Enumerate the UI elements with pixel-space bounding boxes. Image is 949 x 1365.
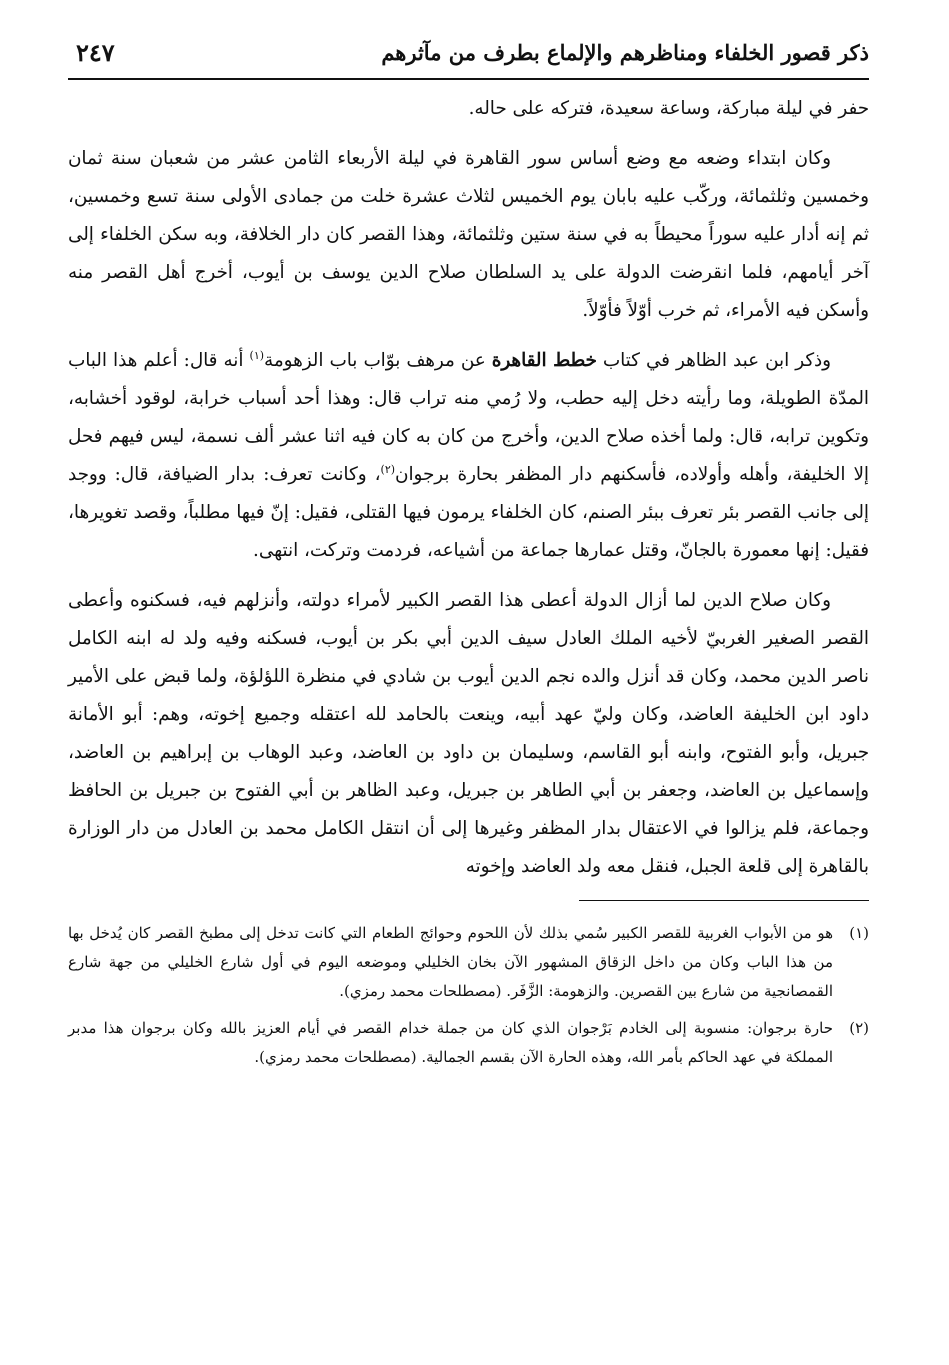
footnote-text: هو من الأبواب الغربية للقصر الكبير سُمي بذلك لأن اللحوم وحوائج الطعام التي كانت تدخل إلى مطبخ القصر كان يُدخل بها من هذا الباب وكان من داخل الزقاق المشهور الآن بخان الخليلي وموضعه اليوم في أول شارع الخليلي من جهة شارع القمصانجية من شارع بين القصرين. والزهومة: الزَّفَر. (مصطلحات محمد رمزي). (68, 924, 833, 1000)
footnote-number: (٢) (849, 1019, 869, 1037)
footnotes-section (68, 919, 869, 1072)
footnote-1 (68, 919, 869, 1006)
main-text (68, 90, 869, 886)
running-header (68, 28, 869, 80)
footnote-ref-1: (١) (249, 348, 265, 362)
paragraph-1: حفر في ليلة مباركة، وساعة سعيدة، فتركه على حاله. (468, 98, 869, 119)
footnote-text: حارة برجوان: منسوبة إلى الخادم بَرْجوان الذي كان من جملة خدام القصر في أيام العزيز بالله وكان برجوان هذا مدبر المملكة في عهد الحاكم بأمر الله، وهذه الحارة الآن بقسم الجمالية. (مصطلحات محمد رمزي). (68, 1019, 833, 1066)
book-page (68, 28, 869, 1345)
paragraph-4: وكان صلاح الدين لما أزال الدولة أعطى هذا القصر الكبير لأمراء دولته، وأنزلهم فيه، فسكنوه وأعطى القصر الصغير الغربيّ لأخيه الملك العادل سيف الدين أبي بكر بن أيوب، فسكنه وفيه ولد له ابنه الكامل ناصر الدين محمد، وكان قد أنزل والده نجم الدين أيوب بن شادي في منظرة اللؤلؤة، ولما قبض على الأمير داود ابن الخليفة العاضد، وكان وليّ عهد أبيه، وينعت بالحامد لله اعتقله وجميع إخوته، وهم: أبو الأمانة جبريل، وأبو الفتوح، وابنه أبو القاسم، وسليمان بن داود بن العاضد، وعبد الوهاب بن إبراهيم بن العاضد، وإسماعيل بن العاضد، وجعفر بن أبي الطاهر بن جبريل، وعبد الظاهر بن أبي الفتوح بن جبريل بن الحافظ وجماعة، فلم يزالوا في الاعتقال بدار المظفر وغيرها إلى أن انتقل الكامل محمد بن العادل من دار الوزارة بالقاهرة إلى قلعة الجبل، فنقل معه ولد العاضد وإخوته (68, 590, 869, 877)
paragraph-3-quote: أنه قال: أعلم هذا الباب المدّة الطويلة، وما رأيته دخل إليه حطب، ولا رُمي منه تراب قال: وهذا أحد أسباب خرابة، لوقود أخشابه، وتكوين ترابه، قال: ولما أخذه صلاح الدين، وأخرج من كان به كان فيه اثنا عشر ألف نسمة، ليس فيهم فحل إلا الخليفة، وأهله وأولاده، فأسكنهم دار المظفر بحارة برجوان (68, 350, 869, 485)
paragraph-3-source: عن مرهف بوّاب باب الزهومة (264, 350, 492, 371)
footnote-2 (68, 1014, 869, 1072)
paragraph-3-intro: وذكر ابن عبد الظاهر في كتاب (596, 350, 831, 371)
paragraph-3-ending: ، وكانت تعرف: بدار الضيافة، قال: ووجد إلى جانب القصر بئر تعرف ببئر الصنم، كان الخلفاء يرمون فيها القتلى، فقيل: إنّ فيها مطلباً، وقصد تغويرها، فقيل: إنها معمورة بالجانّ، وقتل عمارها جماعة من أشياعه، فردمت وتركت، انتهى. (68, 464, 869, 561)
paragraph-3 (68, 342, 869, 570)
paragraph-2: وكان ابتداء وضعه مع وضع أساس سور القاهرة في ليلة الأربعاء الثامن عشر من شعبان سنة ثمان وخمسين وثلثمائة، وركّب عليه بابان يوم الخميس لثلاث عشرة خلت من جمادى الأولى سنة تسع وخمسين، ثم إنه أدار عليه سوراً محيطاً به في سنة ستين وثلثمائة، وهذا القصر كان دار الخلافة، وبه سكن الخلفاء إلى آخر أيامهم، فلما انقرضت الدولة على يد السلطان صلاح الدين يوسف بن أيوب، أخرج أهل القصر منه وأسكن فيه الأمراء، ثم خرب أوّلاً فأوّلاً. (68, 148, 869, 321)
footnote-divider (579, 900, 869, 901)
running-title: ذكر قصور الخلفاء ومناظرهم والإلماع بطرف من مآثرهم (381, 40, 869, 65)
footnote-number: (١) (849, 924, 869, 942)
footnote-ref-2: (٢) (380, 462, 396, 476)
page-number: ٢٤٧ (76, 38, 115, 67)
book-title: خطط القاهرة (491, 350, 597, 371)
